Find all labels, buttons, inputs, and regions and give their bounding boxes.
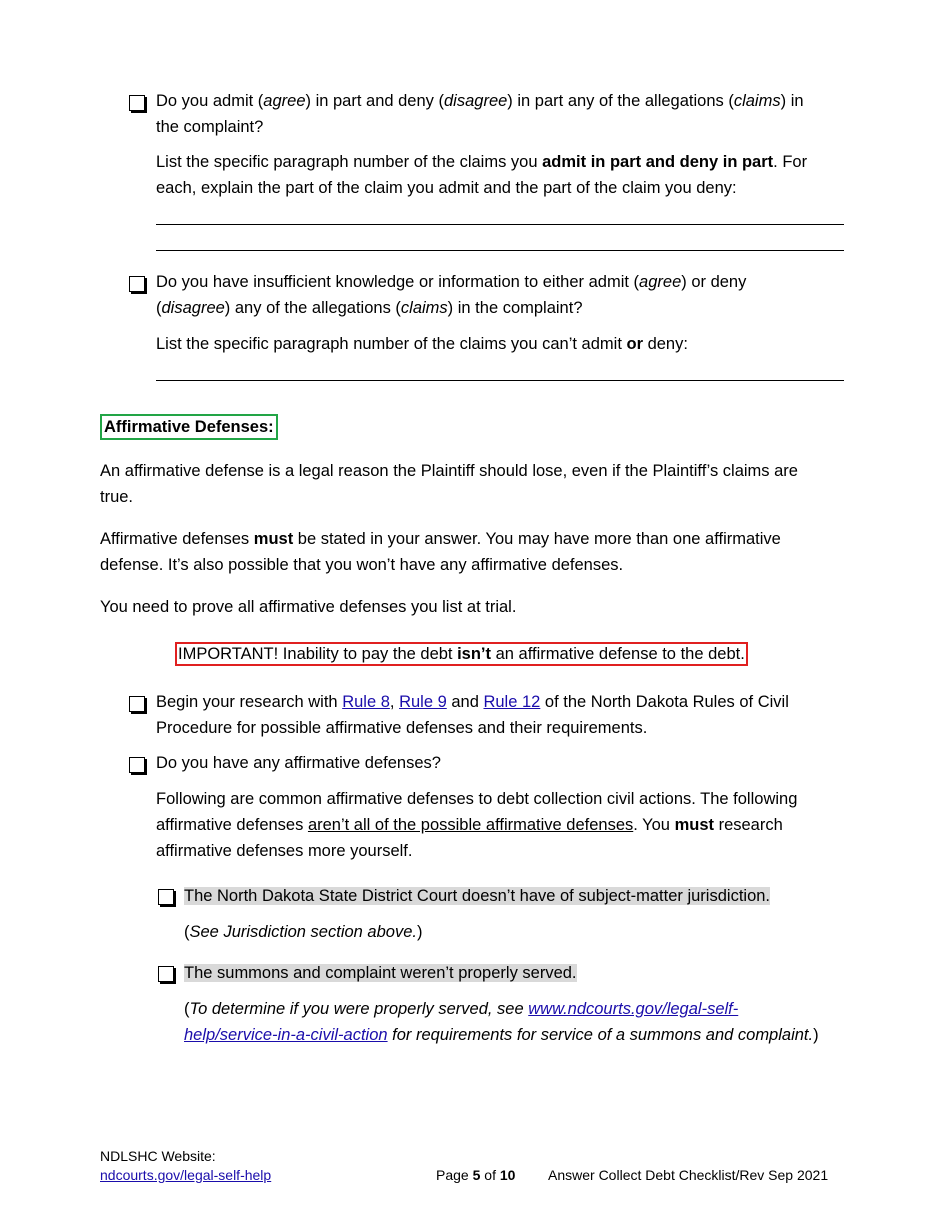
text: aren’t all of the possible affirmative defenses [307, 816, 634, 834]
checkbox-jurisdiction[interactable] [158, 889, 174, 905]
text: or [626, 335, 643, 353]
text: 10 [499, 1167, 516, 1183]
text: claims [400, 299, 448, 317]
text: ) in part any of the allegations ( [507, 92, 734, 110]
text: and [446, 693, 484, 711]
text: ) [813, 1026, 819, 1044]
text: ) [416, 923, 423, 941]
document-title [548, 1166, 828, 1185]
section-heading [100, 414, 278, 440]
instruction-insufficient-knowledge [156, 331, 856, 357]
item-research [156, 689, 856, 741]
rule-12-link[interactable]: Rule 12 [483, 693, 541, 711]
question-insufficient-knowledge [156, 269, 856, 321]
text: . You [633, 816, 675, 834]
text: must [674, 816, 714, 834]
text: of [480, 1167, 500, 1183]
text: , [389, 693, 400, 711]
website-link[interactable]: ndcourts.gov/legal-self-help [100, 1167, 272, 1183]
text: affirmative defenses [156, 816, 308, 834]
note-jurisdiction [184, 919, 864, 945]
text: agree [639, 273, 682, 291]
text: See Jurisdiction section above. [189, 923, 417, 941]
text: ( [156, 299, 162, 317]
text: Answer Collect Debt Checklist/Rev Sep 2021 [548, 1167, 829, 1183]
rule-9-link[interactable]: Rule 9 [399, 693, 447, 711]
text: ) in [780, 92, 804, 110]
text: agree [263, 92, 306, 110]
checkbox-any-defenses[interactable] [129, 757, 145, 773]
text: The North Dakota State District Court doesn’t have of subject-matter jurisdiction. [184, 887, 770, 905]
text: Do you have any affirmative defenses? [156, 754, 441, 772]
text: for requirements for service of a summons and complaint. [387, 1026, 814, 1044]
checkbox-service[interactable] [158, 966, 174, 982]
text: research [713, 816, 783, 834]
text: isn’t [457, 645, 492, 663]
text: defense. It’s also possible that you won’t have any affirmative defenses. [100, 556, 624, 574]
text: List the specific paragraph number of the claims you [156, 153, 543, 171]
text: Affirmative defenses [100, 530, 254, 548]
text: IMPORTANT! Inability to pay the debt [178, 645, 458, 663]
text: affirmative defenses more yourself. [156, 842, 413, 860]
important-notice [175, 641, 748, 667]
important-box [175, 642, 748, 666]
text: ) any of the allegations ( [224, 299, 401, 317]
text: Page [436, 1167, 473, 1183]
checkbox-admit-in-part[interactable] [129, 95, 145, 111]
note-service [184, 996, 864, 1048]
text: NDLSHC Website: [100, 1148, 216, 1164]
text: must [253, 530, 294, 548]
text: the complaint? [156, 118, 264, 136]
answer-line[interactable] [156, 250, 844, 251]
text: ) in part and deny ( [305, 92, 444, 110]
text: To determine if you were properly served, see [189, 1000, 529, 1018]
checkbox-research[interactable] [129, 696, 145, 712]
question-admit-in-part [156, 88, 856, 140]
paragraph-must-state [100, 526, 860, 578]
text: claims [733, 92, 781, 110]
text: true. [100, 488, 134, 506]
text: You need to prove all affirmative defenses you list at trial. [100, 598, 517, 616]
text: disagree [444, 92, 508, 110]
text: Do you admit ( [156, 92, 264, 110]
instruction-admit-in-part [156, 149, 856, 201]
text: disagree [161, 299, 225, 317]
paragraph-definition [100, 458, 860, 510]
item-service [184, 960, 864, 986]
text: An affirmative defense is a legal reason the Plaintiff should lose, even if the Plaintiff’s claims are [100, 462, 798, 480]
text: . For [773, 153, 808, 171]
text: 5 [472, 1167, 481, 1183]
page-number [436, 1166, 515, 1185]
text: deny: [642, 335, 688, 353]
text: an affirmative defense to the debt. [491, 645, 745, 663]
text: The summons and complaint weren’t properly served. [184, 964, 577, 982]
service-link[interactable]: help/service-in-a-civil-action [184, 1026, 388, 1044]
item-jurisdiction [184, 883, 864, 909]
rule-8-link[interactable]: Rule 8 [342, 693, 390, 711]
item-any-defenses [156, 750, 856, 776]
paragraph-prove [100, 594, 860, 620]
checkbox-insufficient-knowledge[interactable] [129, 276, 145, 292]
text: admit in part and deny in part [542, 153, 774, 171]
text: each, explain the part of the claim you admit and the part of the claim you deny: [156, 179, 737, 197]
text: List the specific paragraph number of the claims you can’t admit [156, 335, 627, 353]
answer-line[interactable] [156, 380, 844, 381]
text: ( [184, 1000, 190, 1018]
text: ( [184, 923, 190, 941]
service-link[interactable]: www.ndcourts.gov/legal-self- [528, 1000, 739, 1018]
text: be stated in your answer. You may have more than one affirmative [293, 530, 781, 548]
text: ) in the complaint? [447, 299, 583, 317]
text: Begin your research with [156, 693, 343, 711]
text: of the North Dakota Rules of Civil [540, 693, 789, 711]
answer-line[interactable] [156, 224, 844, 225]
text: Procedure for possible affirmative defenses and their requirements. [156, 719, 648, 737]
paragraph-common-defenses [156, 786, 856, 864]
text: Following are common affirmative defenses to debt collection civil actions. The following [156, 790, 798, 808]
text: Do you have insufficient knowledge or information to either admit ( [156, 273, 640, 291]
text: ) or deny [681, 273, 747, 291]
footer-website [100, 1147, 271, 1185]
affirmative-defenses-heading: Affirmative Defenses: [100, 414, 278, 440]
